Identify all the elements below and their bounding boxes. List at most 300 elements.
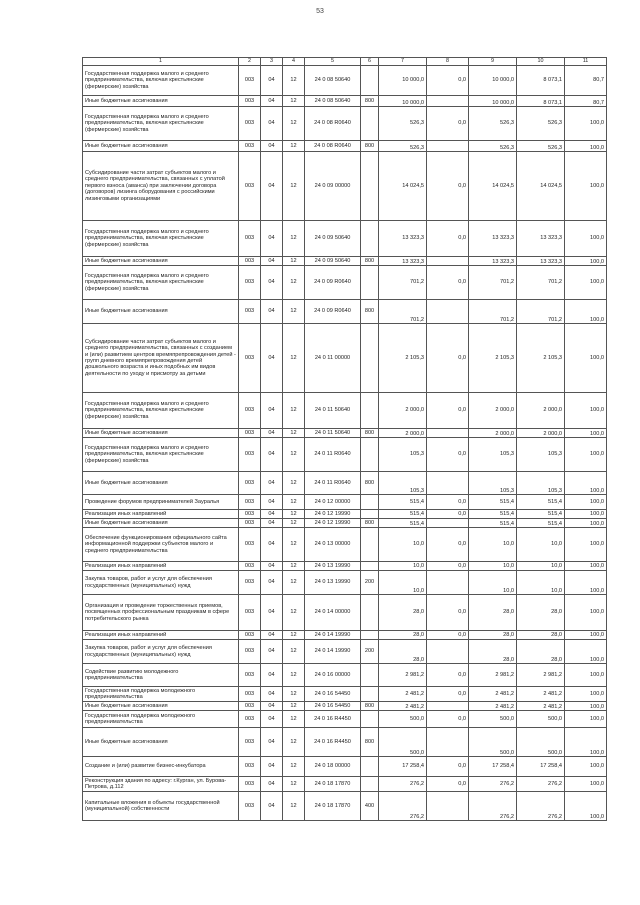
row-value-col-10: 2 105,3 [517, 324, 565, 393]
row-code-col-3: 04 [261, 257, 283, 266]
row-code-col-4: 12 [283, 438, 305, 472]
column-header-7: 7 [379, 58, 427, 66]
row-value-col-7: 2 481,2 [379, 687, 427, 702]
row-value-col-9: 10,0 [469, 571, 517, 595]
row-value-col-11: 100,0 [565, 528, 607, 562]
row-code-col-2: 003 [239, 429, 261, 438]
row-value-col-10: 2 000,0 [517, 429, 565, 438]
row-value-col-8: 0,0 [427, 777, 469, 792]
row-value-col-9: 2 000,0 [469, 393, 517, 429]
row-name: Государственная поддержка малого и среднего предпринимательства, включая крестьянские (фермерские) хозяйства [83, 266, 239, 300]
row-code-col-6: 200 [361, 571, 379, 595]
row-code-col-2: 003 [239, 66, 261, 96]
row-code-col-2: 003 [239, 702, 261, 711]
column-header-2: 2 [239, 58, 261, 66]
row-value-col-10: 13 323,3 [517, 221, 565, 257]
row-code-col-5: 24 0 16 R4450 [305, 728, 361, 757]
row-value-col-9: 526,3 [469, 107, 517, 141]
row-code-col-3: 04 [261, 792, 283, 821]
row-code-col-6: 200 [361, 640, 379, 664]
row-name: Проведение форумов предпринимателей Зауралья [83, 495, 239, 510]
row-code-col-3: 04 [261, 519, 283, 528]
row-value-col-9: 2 481,2 [469, 702, 517, 711]
row-value-col-7: 276,2 [379, 777, 427, 792]
row-value-col-7: 500,0 [379, 711, 427, 728]
row-name: Организация и проведение торжественных приемов, посвященных профессиональным праздникам в сфере потребительского рынка [83, 595, 239, 631]
row-value-col-10: 276,2 [517, 777, 565, 792]
row-code-col-5: 24 0 11 R0640 [305, 438, 361, 472]
row-value-col-10: 500,0 [517, 728, 565, 757]
row-value-col-9: 526,3 [469, 141, 517, 152]
row-code-col-3: 04 [261, 141, 283, 152]
row-value-col-9: 701,2 [469, 266, 517, 300]
row-value-col-7: 515,4 [379, 519, 427, 528]
row-code-col-5: 24 0 13 19990 [305, 571, 361, 595]
table-row [83, 595, 607, 631]
row-code-col-3: 04 [261, 777, 283, 792]
row-value-col-11: 100,0 [565, 429, 607, 438]
row-code-col-5: 24 0 16 00000 [305, 664, 361, 687]
row-value-col-10: 28,0 [517, 640, 565, 664]
row-value-col-7: 10 000,0 [379, 66, 427, 96]
row-value-col-9: 28,0 [469, 595, 517, 631]
row-code-col-3: 04 [261, 702, 283, 711]
row-code-col-6 [361, 152, 379, 221]
row-code-col-4: 12 [283, 711, 305, 728]
row-value-col-7: 10,0 [379, 562, 427, 571]
row-value-col-8: 0,0 [427, 152, 469, 221]
row-code-col-3: 04 [261, 687, 283, 702]
row-value-col-10: 500,0 [517, 711, 565, 728]
row-code-col-3: 04 [261, 640, 283, 664]
row-code-col-2: 003 [239, 728, 261, 757]
column-header-4: 4 [283, 58, 305, 66]
table-row [83, 728, 607, 757]
row-code-col-6: 400 [361, 792, 379, 821]
table-row [83, 562, 607, 571]
row-value-col-7: 701,2 [379, 300, 427, 324]
row-value-col-10: 8 073,1 [517, 96, 565, 107]
row-value-col-11: 100,0 [565, 438, 607, 472]
row-name: Закупка товаров, работ и услуг для обеспечения государственных (муниципальных) нужд [83, 571, 239, 595]
row-value-col-11: 80,7 [565, 96, 607, 107]
row-code-col-6: 800 [361, 728, 379, 757]
row-name: Создание и (или) развитие бизнес-инкубатора [83, 757, 239, 777]
row-value-col-11: 100,0 [565, 221, 607, 257]
row-code-col-5: 24 0 09 00000 [305, 152, 361, 221]
table-body [83, 66, 607, 821]
row-value-col-9: 701,2 [469, 300, 517, 324]
row-value-col-9: 276,2 [469, 792, 517, 821]
row-code-col-6: 800 [361, 96, 379, 107]
row-value-col-7: 701,2 [379, 266, 427, 300]
row-code-col-2: 003 [239, 257, 261, 266]
row-code-col-2: 003 [239, 595, 261, 631]
row-value-col-9: 17 258,4 [469, 757, 517, 777]
row-code-col-2: 003 [239, 711, 261, 728]
row-code-col-5: 24 0 08 R0640 [305, 107, 361, 141]
row-value-col-11: 100,0 [565, 777, 607, 792]
row-value-col-7: 13 323,3 [379, 257, 427, 266]
row-code-col-6 [361, 562, 379, 571]
row-value-col-8: 0,0 [427, 595, 469, 631]
table-row [83, 300, 607, 324]
column-header-9: 9 [469, 58, 517, 66]
row-name: Закупка товаров, работ и услуг для обеспечения государственных (муниципальных) нужд [83, 640, 239, 664]
row-value-col-7: 2 000,0 [379, 429, 427, 438]
row-name: Государственная поддержка малого и среднего предпринимательства, включая крестьянские (фермерские) хозяйства [83, 221, 239, 257]
row-code-col-2: 003 [239, 519, 261, 528]
row-name: Иные бюджетные ассигнования [83, 141, 239, 152]
row-value-col-10: 2 981,2 [517, 664, 565, 687]
row-name: Иные бюджетные ассигнования [83, 96, 239, 107]
row-name: Иные бюджетные ассигнования [83, 429, 239, 438]
table-row [83, 324, 607, 393]
row-value-col-8: 0,0 [427, 495, 469, 510]
row-value-col-9: 10,0 [469, 562, 517, 571]
table-row [83, 631, 607, 640]
table-row [83, 528, 607, 562]
row-value-col-9: 2 000,0 [469, 429, 517, 438]
row-value-col-9: 28,0 [469, 631, 517, 640]
row-name: Иные бюджетные ассигнования [83, 300, 239, 324]
row-code-col-2: 003 [239, 495, 261, 510]
row-code-col-3: 04 [261, 429, 283, 438]
row-value-col-10: 13 323,3 [517, 257, 565, 266]
row-value-col-11: 100,0 [565, 562, 607, 571]
row-value-col-9: 13 323,3 [469, 221, 517, 257]
row-code-col-6: 800 [361, 519, 379, 528]
row-value-col-7: 28,0 [379, 640, 427, 664]
row-value-col-7: 28,0 [379, 595, 427, 631]
row-value-col-9: 10 000,0 [469, 96, 517, 107]
row-code-col-3: 04 [261, 221, 283, 257]
row-value-col-8: 0,0 [427, 631, 469, 640]
row-value-col-10: 8 073,1 [517, 66, 565, 96]
row-value-col-7: 2 481,2 [379, 702, 427, 711]
row-code-col-2: 003 [239, 792, 261, 821]
table-row [83, 640, 607, 664]
row-code-col-6 [361, 107, 379, 141]
row-code-col-6: 800 [361, 472, 379, 495]
row-code-col-3: 04 [261, 664, 283, 687]
row-name: Реализация иных направлений [83, 510, 239, 519]
row-code-col-2: 003 [239, 266, 261, 300]
row-value-col-8: 0,0 [427, 562, 469, 571]
row-code-col-2: 003 [239, 152, 261, 221]
row-value-col-8 [427, 96, 469, 107]
row-code-col-6 [361, 631, 379, 640]
row-value-col-9: 10,0 [469, 528, 517, 562]
row-value-col-11: 100,0 [565, 571, 607, 595]
row-name: Субсидирование части затрат субъектов малого и среднего предпринимательства, связанных с уплатой первого взноса (аванса) при заключении договора (договоров) лизинга оборудования с российскими лизинговыми организациями [83, 152, 239, 221]
row-value-col-8 [427, 728, 469, 757]
row-code-col-2: 003 [239, 687, 261, 702]
row-name: Государственная поддержка малого и среднего предпринимательства, включая крестьянские (фермерские) хозяйства [83, 107, 239, 141]
table-row [83, 519, 607, 528]
row-value-col-7: 2 105,3 [379, 324, 427, 393]
row-value-col-10: 701,2 [517, 266, 565, 300]
row-code-col-5: 24 0 12 19990 [305, 510, 361, 519]
row-code-col-4: 12 [283, 266, 305, 300]
row-code-col-3: 04 [261, 711, 283, 728]
row-value-col-10: 515,4 [517, 510, 565, 519]
column-header-5: 5 [305, 58, 361, 66]
row-code-col-5: 24 0 11 50640 [305, 429, 361, 438]
table-row [83, 141, 607, 152]
row-value-col-11: 100,0 [565, 702, 607, 711]
row-value-col-11: 100,0 [565, 711, 607, 728]
row-code-col-5: 24 0 18 17870 [305, 792, 361, 821]
row-code-col-3: 04 [261, 728, 283, 757]
row-value-col-11: 100,0 [565, 324, 607, 393]
table-row [83, 393, 607, 429]
row-code-col-4: 12 [283, 472, 305, 495]
row-code-col-6 [361, 495, 379, 510]
row-code-col-5: 24 0 14 19990 [305, 631, 361, 640]
row-value-col-10: 28,0 [517, 631, 565, 640]
row-value-col-8 [427, 257, 469, 266]
row-value-col-7: 526,3 [379, 141, 427, 152]
table-row [83, 687, 607, 702]
row-value-col-10: 10,0 [517, 562, 565, 571]
row-code-col-3: 04 [261, 324, 283, 393]
row-code-col-2: 003 [239, 438, 261, 472]
row-code-col-4: 12 [283, 631, 305, 640]
row-value-col-7: 28,0 [379, 631, 427, 640]
row-code-col-6: 800 [361, 257, 379, 266]
row-value-col-11: 100,0 [565, 631, 607, 640]
row-code-col-4: 12 [283, 777, 305, 792]
row-value-col-11: 100,0 [565, 495, 607, 510]
row-name: Иные бюджетные ассигнования [83, 702, 239, 711]
row-code-col-3: 04 [261, 300, 283, 324]
row-code-col-3: 04 [261, 571, 283, 595]
row-name: Субсидирование части затрат субъектов малого и среднего предпринимательства, связанных с созданием и (или) развитием центров времяпрепровождения детей - групп дневного времяпрепровождения детей дошкольного возраста и иных подобных им видов деятельности по уходу и присмотру за детьми [83, 324, 239, 393]
row-code-col-5: 24 0 08 50640 [305, 96, 361, 107]
row-code-col-2: 003 [239, 562, 261, 571]
row-value-col-8: 0,0 [427, 107, 469, 141]
row-code-col-6 [361, 266, 379, 300]
column-header-3: 3 [261, 58, 283, 66]
row-code-col-5: 24 0 09 50640 [305, 257, 361, 266]
row-value-col-10: 701,2 [517, 300, 565, 324]
row-value-col-11: 100,0 [565, 266, 607, 300]
row-code-col-5: 24 0 11 00000 [305, 324, 361, 393]
row-code-col-3: 04 [261, 495, 283, 510]
row-name: Иные бюджетные ассигнования [83, 519, 239, 528]
row-code-col-3: 04 [261, 107, 283, 141]
table-row [83, 438, 607, 472]
row-code-col-5: 24 0 09 50640 [305, 221, 361, 257]
table-row [83, 777, 607, 792]
table-row [83, 107, 607, 141]
row-value-col-8 [427, 702, 469, 711]
row-code-col-6 [361, 324, 379, 393]
row-code-col-5: 24 0 08 R0640 [305, 141, 361, 152]
column-header-8: 8 [427, 58, 469, 66]
row-value-col-8 [427, 640, 469, 664]
row-value-col-7: 276,2 [379, 792, 427, 821]
page-number: 53 [316, 8, 324, 15]
row-value-col-8 [427, 300, 469, 324]
row-value-col-10: 17 258,4 [517, 757, 565, 777]
row-code-col-6 [361, 438, 379, 472]
row-value-col-9: 105,3 [469, 472, 517, 495]
row-value-col-9: 515,4 [469, 495, 517, 510]
row-name: Государственная поддержка молодежного предпринимательства [83, 711, 239, 728]
table-row [83, 757, 607, 777]
row-name: Иные бюджетные ассигнования [83, 472, 239, 495]
row-value-col-10: 526,3 [517, 107, 565, 141]
table-row [83, 510, 607, 519]
row-code-col-3: 04 [261, 595, 283, 631]
row-code-col-3: 04 [261, 510, 283, 519]
row-value-col-9: 2 105,3 [469, 324, 517, 393]
row-code-col-2: 003 [239, 472, 261, 495]
row-code-col-2: 003 [239, 141, 261, 152]
row-code-col-5: 24 0 11 50640 [305, 393, 361, 429]
row-code-col-2: 003 [239, 571, 261, 595]
row-name: Иные бюджетные ассигнования [83, 728, 239, 757]
row-value-col-8 [427, 571, 469, 595]
row-code-col-4: 12 [283, 393, 305, 429]
row-value-col-10: 276,2 [517, 792, 565, 821]
row-value-col-10: 105,3 [517, 472, 565, 495]
row-code-col-5: 24 0 18 17870 [305, 777, 361, 792]
row-code-col-6 [361, 221, 379, 257]
row-code-col-3: 04 [261, 66, 283, 96]
row-value-col-7: 10,0 [379, 571, 427, 595]
row-code-col-6 [361, 687, 379, 702]
row-code-col-6 [361, 393, 379, 429]
row-value-col-11: 100,0 [565, 472, 607, 495]
table-row [83, 495, 607, 510]
row-value-col-9: 10 000,0 [469, 66, 517, 96]
row-value-col-8: 0,0 [427, 528, 469, 562]
table-row [83, 664, 607, 687]
row-name: Реконструкция здания по адресу: г.Курган, ул. Бурова-Петрова, д.112 [83, 777, 239, 792]
row-code-col-5: 24 0 14 00000 [305, 595, 361, 631]
row-value-col-8: 0,0 [427, 757, 469, 777]
row-code-col-5: 24 0 13 19990 [305, 562, 361, 571]
row-value-col-8 [427, 472, 469, 495]
row-value-col-8: 0,0 [427, 393, 469, 429]
row-value-col-11: 100,0 [565, 757, 607, 777]
row-code-col-2: 003 [239, 324, 261, 393]
row-value-col-11: 100,0 [565, 728, 607, 757]
row-code-col-4: 12 [283, 562, 305, 571]
row-code-col-4: 12 [283, 728, 305, 757]
row-code-col-6 [361, 757, 379, 777]
row-value-col-11: 100,0 [565, 640, 607, 664]
row-value-col-9: 500,0 [469, 728, 517, 757]
row-name: Реализация иных направлений [83, 631, 239, 640]
row-code-col-4: 12 [283, 528, 305, 562]
row-value-col-10: 2 481,2 [517, 702, 565, 711]
row-code-col-2: 003 [239, 631, 261, 640]
row-name: Государственная поддержка малого и среднего предпринимательства, включая крестьянские (фермерские) хозяйства [83, 438, 239, 472]
row-code-col-3: 04 [261, 562, 283, 571]
table-row [83, 702, 607, 711]
row-code-col-5: 24 0 12 00000 [305, 495, 361, 510]
row-value-col-11: 100,0 [565, 152, 607, 221]
row-name: Содействие развитию молодежного предпринимательства [83, 664, 239, 687]
budget-table [82, 57, 607, 821]
row-value-col-7: 10 000,0 [379, 96, 427, 107]
row-code-col-2: 003 [239, 107, 261, 141]
row-value-col-9: 105,3 [469, 438, 517, 472]
row-value-col-11: 100,0 [565, 687, 607, 702]
row-value-col-9: 13 323,3 [469, 257, 517, 266]
table-row [83, 152, 607, 221]
table-row [83, 711, 607, 728]
row-code-col-5: 24 0 13 00000 [305, 528, 361, 562]
row-value-col-10: 526,3 [517, 141, 565, 152]
row-code-col-4: 12 [283, 687, 305, 702]
row-code-col-4: 12 [283, 221, 305, 257]
row-code-col-6 [361, 528, 379, 562]
row-name: Государственная поддержка малого и среднего предпринимательства, включая крестьянские (фермерские) хозяйства [83, 393, 239, 429]
row-code-col-4: 12 [283, 792, 305, 821]
row-value-col-7: 515,4 [379, 510, 427, 519]
row-code-col-5: 24 0 09 R0640 [305, 300, 361, 324]
row-value-col-8: 0,0 [427, 324, 469, 393]
row-code-col-6: 800 [361, 702, 379, 711]
row-value-col-8 [427, 519, 469, 528]
row-value-col-10: 515,4 [517, 519, 565, 528]
row-code-col-2: 003 [239, 393, 261, 429]
row-code-col-6 [361, 711, 379, 728]
row-code-col-4: 12 [283, 300, 305, 324]
row-value-col-10: 105,3 [517, 438, 565, 472]
row-code-col-2: 003 [239, 777, 261, 792]
row-code-col-5: 24 0 16 54450 [305, 687, 361, 702]
row-value-col-11: 80,7 [565, 66, 607, 96]
table-row [83, 257, 607, 266]
row-value-col-8: 0,0 [427, 687, 469, 702]
row-value-col-10: 10,0 [517, 528, 565, 562]
row-code-col-5: 24 0 09 R0640 [305, 266, 361, 300]
row-code-col-6 [361, 777, 379, 792]
row-value-col-7: 515,4 [379, 495, 427, 510]
row-value-col-11: 100,0 [565, 595, 607, 631]
row-value-col-10: 14 024,5 [517, 152, 565, 221]
row-value-col-7: 14 024,5 [379, 152, 427, 221]
row-code-col-2: 003 [239, 300, 261, 324]
table-row [83, 472, 607, 495]
row-value-col-9: 14 024,5 [469, 152, 517, 221]
table-header-row [83, 58, 607, 66]
row-value-col-10: 28,0 [517, 595, 565, 631]
row-code-col-5: 24 0 11 R0640 [305, 472, 361, 495]
table-row [83, 221, 607, 257]
row-code-col-3: 04 [261, 631, 283, 640]
row-code-col-2: 003 [239, 757, 261, 777]
row-code-col-3: 04 [261, 152, 283, 221]
row-value-col-11: 100,0 [565, 257, 607, 266]
row-code-col-5: 24 0 18 00000 [305, 757, 361, 777]
row-code-col-4: 12 [283, 664, 305, 687]
row-value-col-9: 28,0 [469, 640, 517, 664]
row-code-col-5: 24 0 16 54450 [305, 702, 361, 711]
row-code-col-6: 800 [361, 429, 379, 438]
table-row [83, 266, 607, 300]
row-code-col-2: 003 [239, 640, 261, 664]
row-value-col-11: 100,0 [565, 300, 607, 324]
row-name: Реализация иных направлений [83, 562, 239, 571]
row-value-col-9: 2 981,2 [469, 664, 517, 687]
